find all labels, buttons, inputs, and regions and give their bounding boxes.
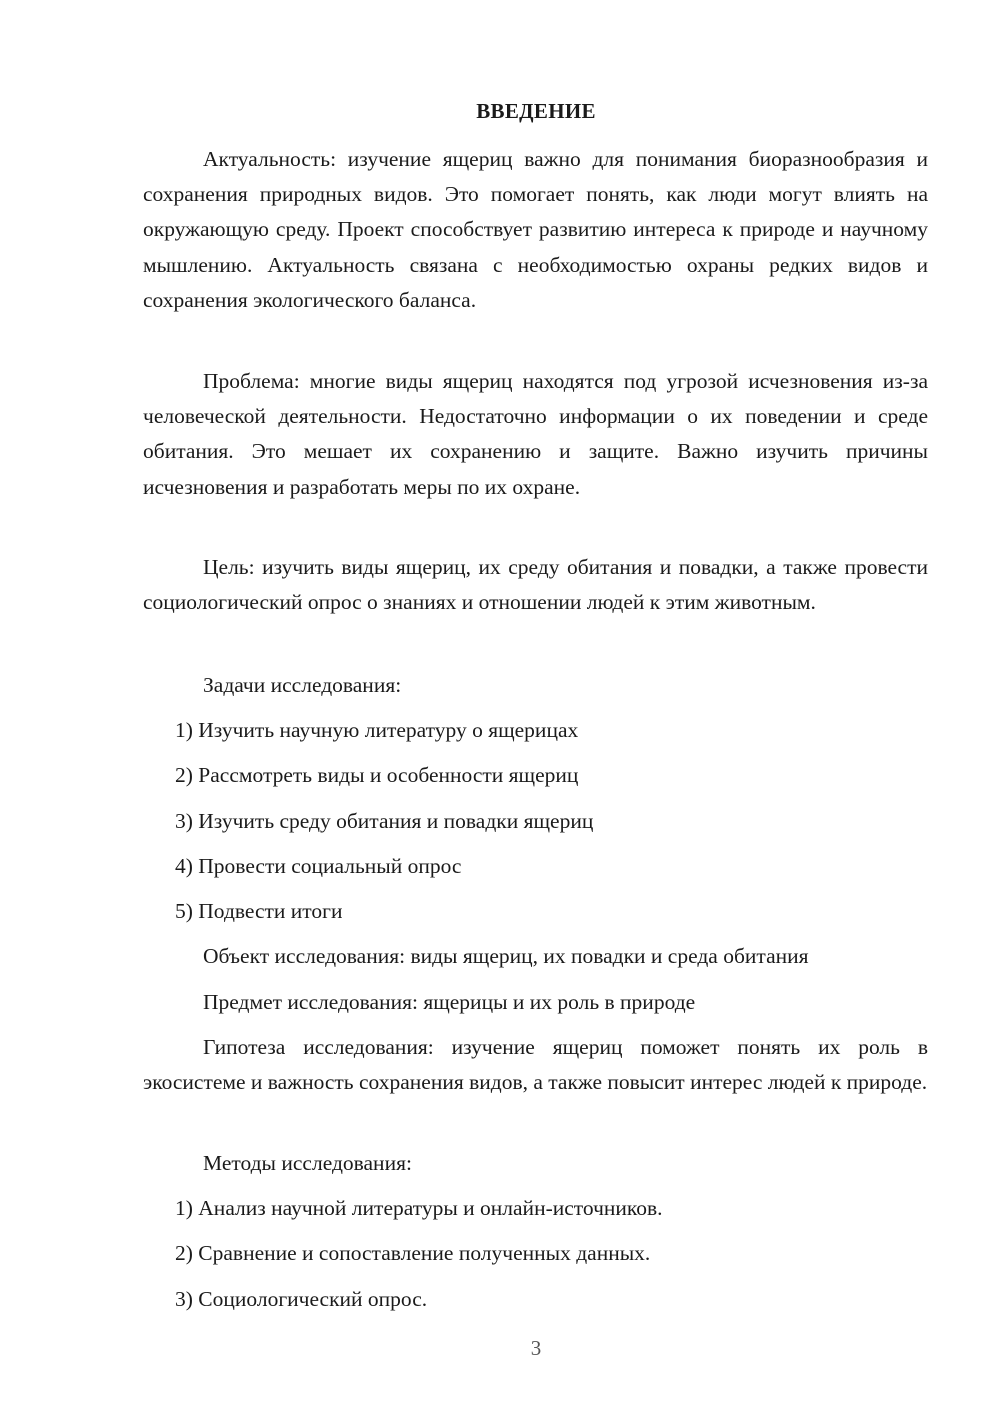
task-item: 5) Подвести итоги — [175, 899, 343, 923]
section-heading: ВВЕДЕНИЕ — [476, 99, 596, 123]
problem-paragraph: Проблема: многие виды ящериц находятся под угрозой исчезновения из-за человеческой деятельности. Недостаточно информации о их поведении и среде обитания. Это мешает их сохранению и защите. Важно изучить причины исчезновения и разработать меры по их охране. — [143, 369, 928, 499]
task-item: 2) Рассмотреть виды и особенности ящериц — [175, 763, 579, 787]
task-item: 3) Изучить среду обитания и повадки ящериц — [175, 809, 594, 833]
method-item: 1) Анализ научной литературы и онлайн-источников. — [175, 1196, 663, 1220]
goal-paragraph: Цель: изучить виды ящериц, их среду обитания и повадки, а также провести социологический опрос о знаниях и отношении людей к этим животным. — [143, 555, 928, 615]
object-line: Объект исследования: виды ящериц, их повадки и среда обитания — [203, 944, 809, 968]
subject-line: Предмет исследования: ящерицы и их роль в природе — [203, 990, 696, 1014]
methods-title: Методы исследования: — [203, 1151, 412, 1175]
tasks-title: Задачи исследования: — [203, 673, 402, 697]
task-item: 4) Провести социальный опрос — [175, 854, 462, 878]
method-item: 2) Сравнение и сопоставление полученных данных. — [175, 1241, 651, 1265]
method-item: 3) Социологический опрос. — [175, 1287, 428, 1311]
page-number: 3 — [530, 1336, 542, 1360]
relevance-paragraph: Актуальность: изучение ящериц важно для понимания биоразнообразия и сохранения природных видов. Это помогает понять, как люди могут влиять на окружающую среду. Проект способствует развитию интереса к природе и научному мышлению. Актуальность связана с необходимостью охраны редких видов и сохранения экологического баланса. — [143, 147, 928, 312]
hypothesis-paragraph: Гипотеза исследования: изучение ящериц поможет понять их роль в экосистеме и важность сохранения видов, а также повысит интерес людей к природе. — [143, 1035, 928, 1095]
task-item: 1) Изучить научную литературу о ящерицах — [175, 718, 579, 742]
